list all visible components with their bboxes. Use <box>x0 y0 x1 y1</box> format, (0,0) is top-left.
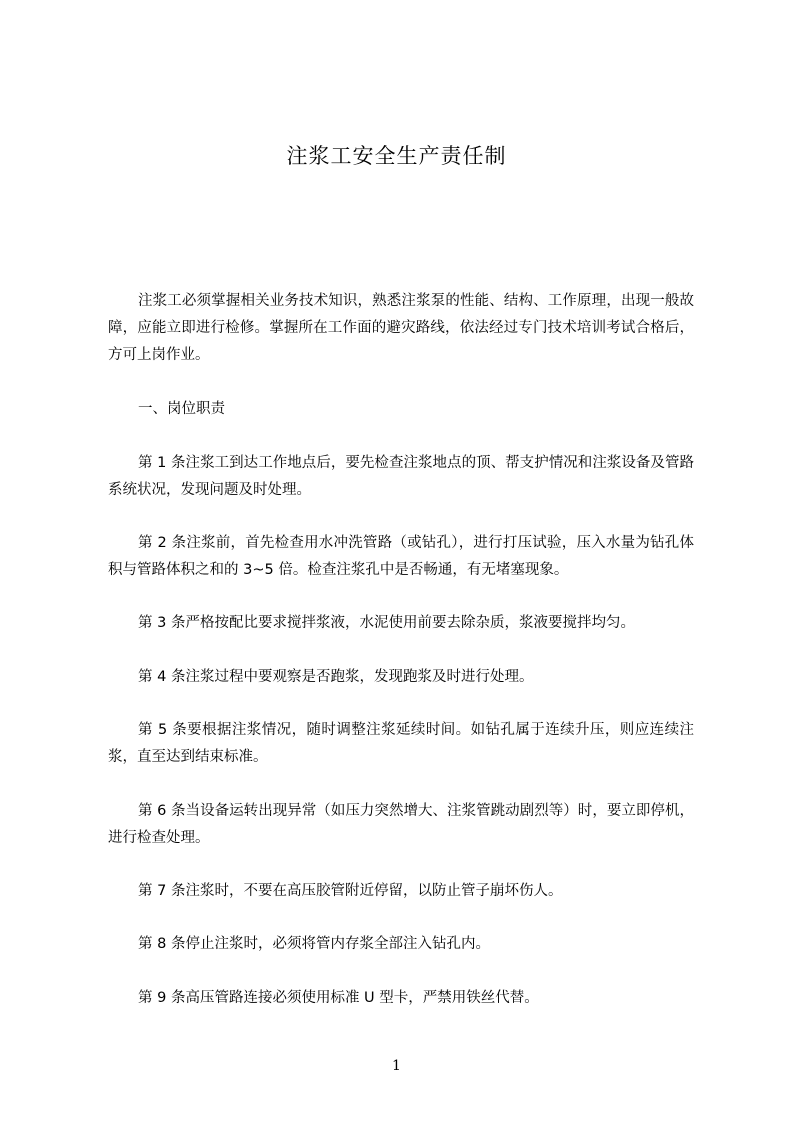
page-number: 1 <box>392 1058 401 1074</box>
article-6: 第 6 条当设备运转出现异常（如压力突然增大、注浆管跳动剧烈等）时，要立即停机，进行检查处理。 <box>108 803 694 846</box>
article-4: 第 4 条注浆过程中要观察是否跑浆，发现跑浆及时进行处理。 <box>138 669 534 685</box>
intro-paragraph: 注浆工必须掌握相关业务技术知识，熟悉注浆泵的性能、结构、工作原理，出现一般故障，应能立即进行检修。掌握所在工作面的避灾路线，依法经过专门技术培训考试合格后，方可上岗作业。 <box>108 293 694 363</box>
article-5: 第 5 条要根据注浆情况，随时调整注浆延续时间。如钻孔属于连续升压，则应连续注浆，直至达到结束标准。 <box>108 722 694 765</box>
article-1: 第 1 条注浆工到达工作地点后，要先检查注浆地点的顶、帮支护情况和注浆设备及管路系统状况，发现问题及时处理。 <box>108 455 694 498</box>
article-9: 第 9 条高压管路连接必须使用标准 U 型卡，严禁用铁丝代替。 <box>138 990 539 1006</box>
article-2: 第 2 条注浆前，首先检查用水冲洗管路（或钻孔），进行打压试验，压入水量为钻孔体积与管路体积之和的 3~5 倍。检查注浆孔中是否畅通，有无堵塞现象。 <box>108 535 694 578</box>
section-heading: 一、岗位职责 <box>138 401 225 417</box>
article-8: 第 8 条停止注浆时，必须将管内存浆全部注入钻孔内。 <box>138 936 490 952</box>
article-3: 第 3 条严格按配比要求搅拌浆液，水泥使用前要去除杂质，浆液要搅拌均匀。 <box>138 615 635 631</box>
document-title: 注浆工安全生产责任制 <box>286 144 507 168</box>
article-7: 第 7 条注浆时，不要在高压胶管附近停留，以防止管子崩坏伤人。 <box>138 883 563 899</box>
